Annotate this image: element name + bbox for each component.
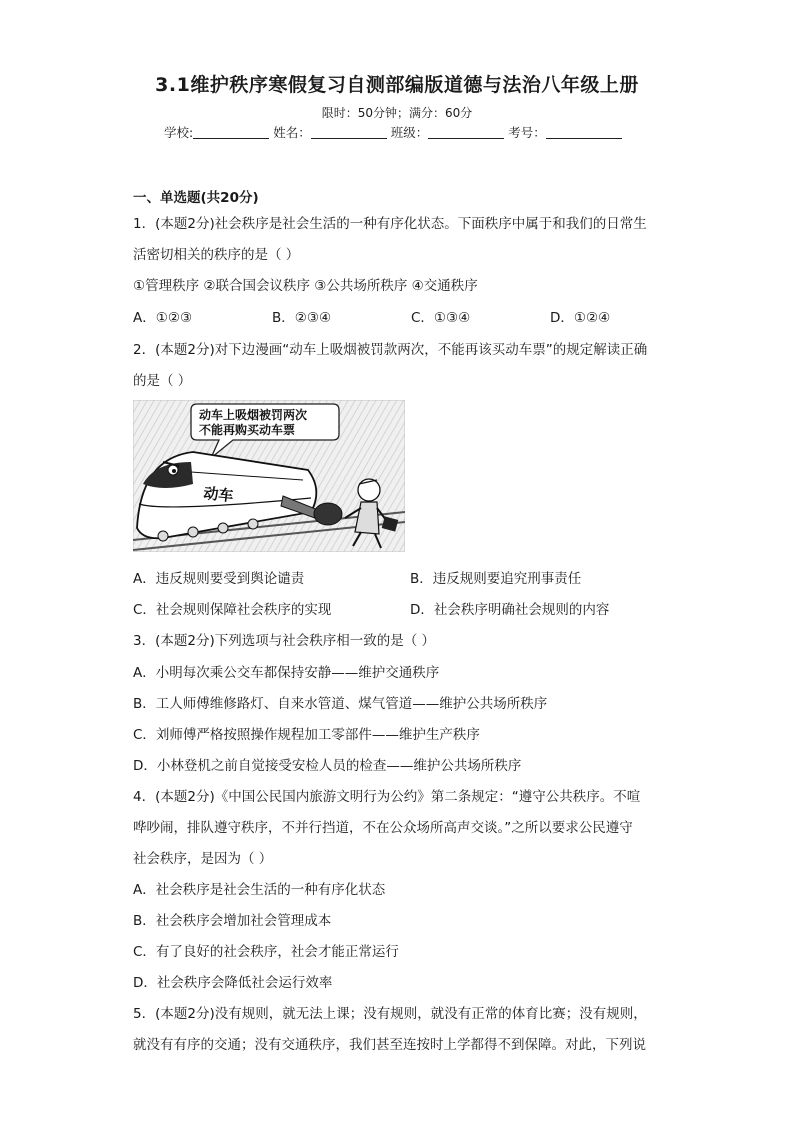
q4-option-b[interactable]: B．社会秩序会增加社会管理成本 — [133, 913, 332, 929]
q3-option-c[interactable]: C．刘师傅严格按照操作规程加工零部件——维护生产秩序 — [133, 727, 480, 743]
q1-items: ①管理秩序 ②联合国会议秩序 ③公共场所秩序 ④交通秩序 — [133, 278, 478, 294]
q2-stem-line1: 2．(本题2分)对下边漫画“动车上吸烟被罚款两次，不能再该买动车票”的规定解读正确 — [133, 342, 648, 358]
exam-number-label: 考号： — [508, 125, 546, 140]
name-blank[interactable] — [311, 126, 387, 139]
q4-option-a[interactable]: A．社会秩序是社会生活的一种有序化状态 — [133, 882, 386, 898]
q3-stem: 3．(本题2分)下列选项与社会秩序相一致的是（ ） — [133, 633, 436, 649]
q1-stem-line1: 1．(本题2分)社会秩序是社会生活的一种有序化状态。下面秩序中属于和我们的日常生 — [133, 216, 647, 232]
exam-subtitle: 限时：50分钟；满分：60分 — [321, 106, 473, 120]
q2-option-a[interactable]: A．违反规则要受到舆论谴责 — [133, 571, 305, 587]
name-label: 姓名： — [273, 125, 311, 140]
q4-stem-line1: 4．(本题2分)《中国公民国内旅游文明行为公约》第二条规定：“遵守公共秩序。不喧 — [133, 789, 641, 805]
class-label: 班级： — [390, 125, 429, 140]
q2-option-c[interactable]: C．社会规则保障社会秩序的实现 — [133, 602, 332, 618]
student-info-row — [164, 123, 622, 141]
train-label: 动车 — [202, 484, 235, 506]
cartoon-image — [133, 400, 405, 552]
cartoon-caption-2: 不能再购买动车票 — [199, 423, 296, 437]
school-label: 学校: — [164, 125, 194, 140]
q1-stem-line2: 活密切相关的秩序的是（ ） — [133, 247, 300, 263]
q4-stem-line3: 社会秩序，是因为（ ） — [133, 851, 273, 867]
q1-option-d[interactable]: D．①②④ — [550, 310, 611, 326]
q3-option-d[interactable]: D．小林登机之前自觉接受安检人员的检查——维护公共场所秩序 — [133, 758, 522, 774]
school-blank[interactable] — [193, 126, 269, 139]
q2-option-b[interactable]: B．违反规则要追究刑事责任 — [410, 571, 582, 587]
q5-stem-line2: 就没有有序的交通；没有交通秩序，我们甚至连按时上学都得不到保障。对此，下列说 — [133, 1037, 646, 1053]
q3-option-a[interactable]: A．小明每次乘公交车都保持安静——维护交通秩序 — [133, 665, 440, 681]
q4-option-c[interactable]: C．有了良好的社会秩序，社会才能正常运行 — [133, 944, 399, 960]
section-heading: 一、单选题(共20分) — [133, 190, 259, 206]
page-title: 3.1维护秩序寒假复习自测部编版道德与法治八年级上册 — [155, 74, 639, 96]
q2-stem-line2: 的是（ ） — [133, 373, 192, 389]
exam-number-blank[interactable] — [546, 126, 622, 139]
cartoon-caption-1: 动车上吸烟被罚两次 — [199, 408, 308, 422]
q5-stem-line1: 5．(本题2分)没有规则，就无法上课；没有规则，就没有正常的体育比赛；没有规则， — [133, 1006, 647, 1022]
q1-option-c[interactable]: C．①③④ — [411, 310, 471, 326]
q4-option-d[interactable]: D．社会秩序会降低社会运行效率 — [133, 975, 333, 991]
q1-option-b[interactable]: B．②③④ — [272, 310, 332, 326]
q2-option-d[interactable]: D．社会秩序明确社会规则的内容 — [410, 602, 610, 618]
q1-option-a[interactable]: A．①②③ — [133, 310, 193, 326]
q4-stem-line2: 哗吵闹，排队遵守秩序，不并行挡道，不在公众场所高声交谈。”之所以要求公民遵守 — [133, 820, 633, 836]
q3-option-b[interactable]: B．工人师傅维修路灯、自来水管道、煤气管道——维护公共场所秩序 — [133, 696, 548, 712]
class-blank[interactable] — [428, 126, 504, 139]
